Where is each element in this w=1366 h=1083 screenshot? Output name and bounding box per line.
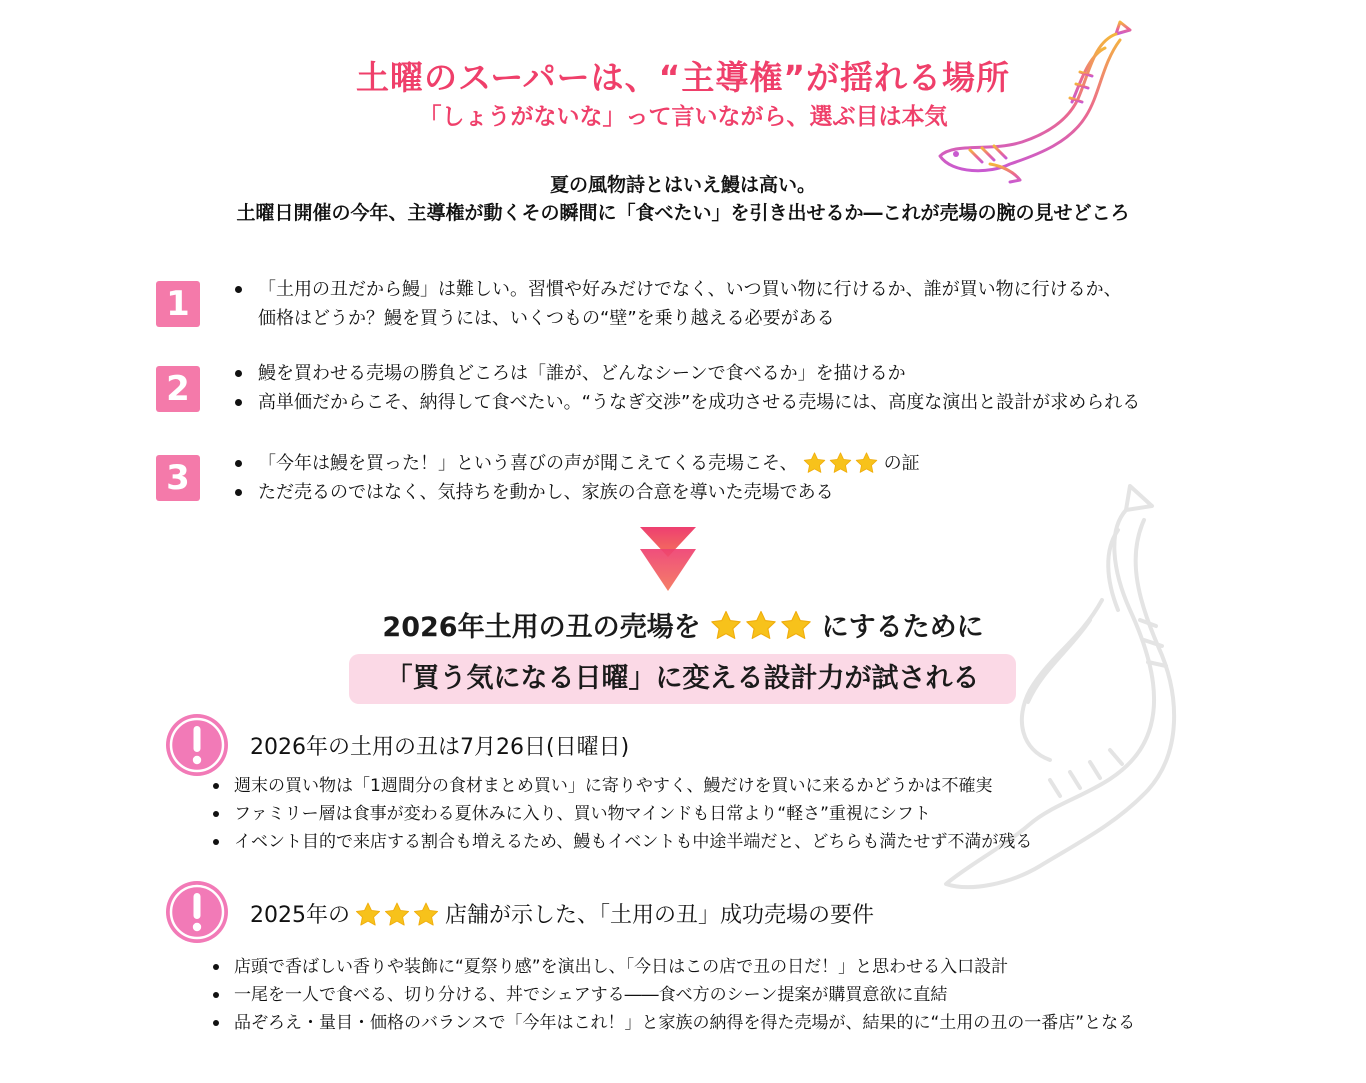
point-1-line-2: 価格はどうか？鰻を買うには、いくつもの“壁”を乗り越える必要がある [258,308,835,329]
three-star-rating-icon [354,901,441,928]
headline [0,605,1366,648]
point-1-line-1: 「土用の丑だから鰻」は難しい。習慣や好みだけでなく、いつ買い物に行けるか、誰が買い物に行けるか、 [258,279,1122,300]
point-number-badge-1: 1 [156,281,200,327]
point-3-text-before-stars: 「今年は鰻を買った！」という喜びの声が聞こえてくる売場こそ、 [258,453,798,474]
highlight-box: 「買う気になる日曜」に変える設計力が試される [349,654,1016,704]
section-2-heading-before: 2025年の [250,903,350,928]
double-chevron-down-icon [638,527,698,593]
list-item: 品ぞろえ・量目・価格のバランスで「今年はこれ！」と家族の納得を得た売場が、結果的に“土用の丑の一番店”となる [210,1009,1135,1037]
list-item: ファミリー層は食事が変わる夏休みに入り、買い物マインドも日常より“軽さ”重視にシフト [210,800,1032,828]
three-star-rating-icon [802,451,880,475]
star-icon [383,901,411,928]
list-item: ただ売るのではなく、気持ちを動かし、家族の合意を導いた売場である [232,478,920,507]
lead-line-1: 夏の風物詩とはいえ鰻は高い。 [549,174,816,196]
point-3-list [232,449,920,507]
list-item: 店頭で香ばしい香りや装飾に“夏祭り感”を演出し、「今日はこの店で丑の日だ！」と思わせる入口設計 [210,953,1135,981]
star-icon [709,609,743,642]
section-1-list [210,772,1032,856]
exclamation-circle-icon [164,879,230,945]
list-item: 鰻を買わせる売場の勝負どころは「誰が、どんなシーンで食べるか」を描けるか [232,359,1140,388]
star-icon [802,451,827,475]
list-item: 週末の買い物は「1週間分の食材まとめ買い」に寄りやすく、鰻だけを買いに来るかどうかは不確実 [210,772,1032,800]
headline-text-after: にするために [821,612,984,643]
star-icon [412,901,440,928]
exclamation-circle-icon [164,712,230,778]
section-1-heading: 2026年の土用の丑は7月26日(日曜日) [250,735,630,760]
list-item [232,449,920,478]
point-number-badge-2: 2 [156,366,200,412]
page-subtitle: 「しょうがないな」って言いながら、選ぶ目は本気 [418,104,948,130]
point-1-list [232,275,1122,333]
lead-line-2: 土曜日開催の今年、主導権が動くその瞬間に「食べたい」を引き出せるか―これが売場の腕の見せどころ [236,202,1130,224]
point-number-badge-3: 3 [156,455,200,501]
section-2-heading-after: 店舗が示した、「土用の丑」成功売場の要件 [445,903,875,928]
list-item [232,275,1122,333]
page-title: 土曜のスーパーは、“主導権”が揺れる場所 [355,58,1011,97]
three-star-rating-icon [709,609,814,642]
star-icon [854,451,879,475]
headline-text-before: 2026年土用の丑の売場を [382,612,701,643]
list-item: イベント目的で来店する割合も増えるため、鰻もイベントも中途半端だと、どちらも満たせず不満が残る [210,828,1032,856]
point-2-list [232,359,1140,417]
star-icon [744,609,778,642]
list-item: 一尾を一人で食べる、切り分ける、丼でシェアする――食べ方のシーン提案が購買意欲に直結 [210,981,1135,1009]
list-item: 高単価だからこそ、納得して食べたい。“うなぎ交渉”を成功させる売場には、高度な演出と設計が求められる [232,388,1140,417]
star-icon [354,901,382,928]
point-3-text-after-stars: の証 [883,453,920,474]
star-icon [828,451,853,475]
section-2-heading [250,898,874,931]
section-2-list [210,953,1135,1037]
star-icon [779,609,813,642]
